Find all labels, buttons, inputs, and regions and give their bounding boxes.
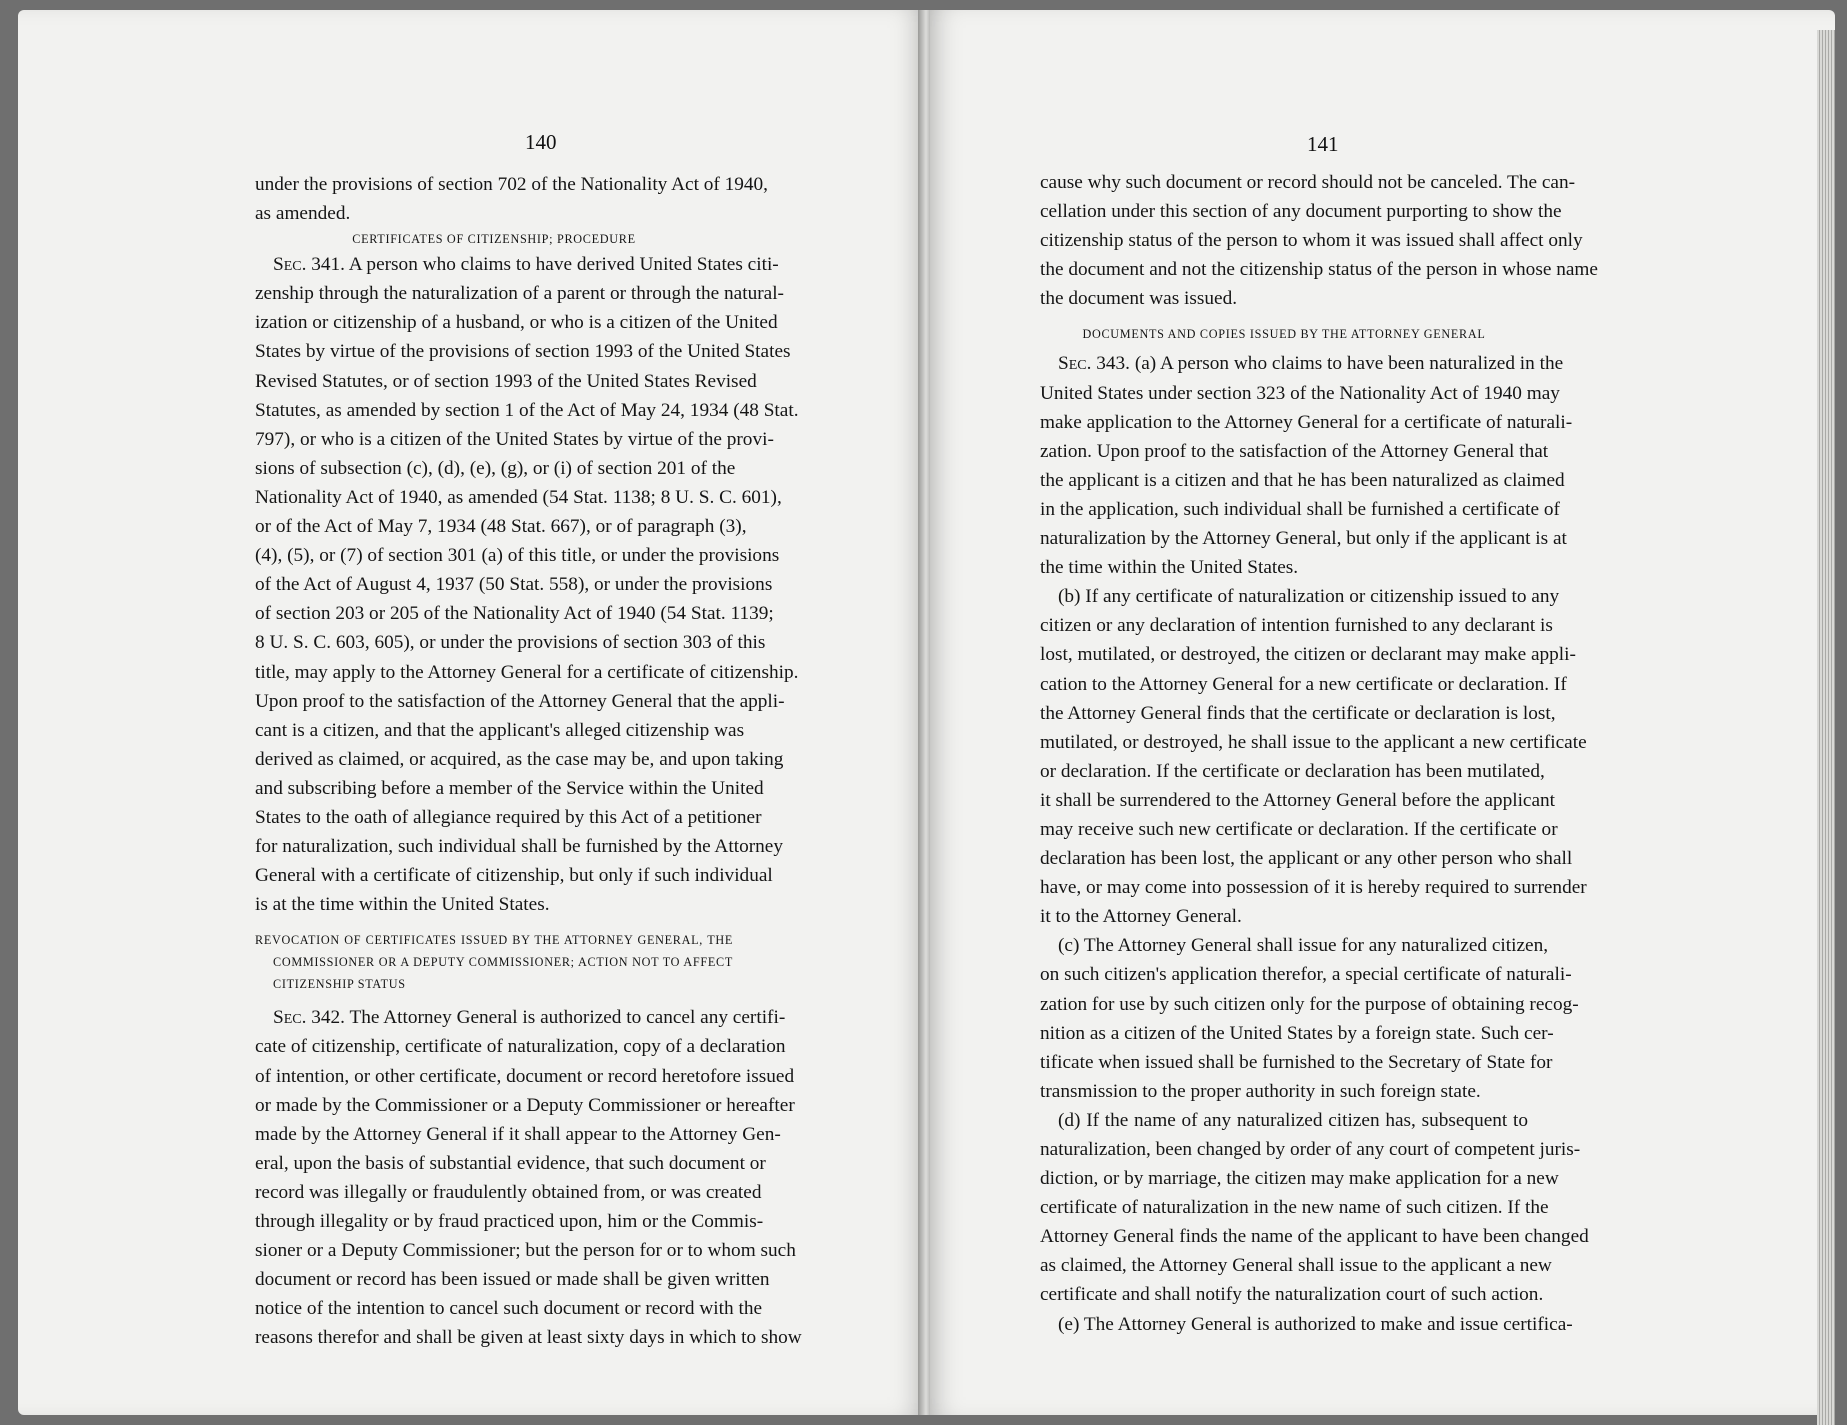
text-line: sioner or a Deputy Commissioner; but the person for or to whom such bbox=[255, 1240, 796, 1262]
text-line: it shall be surrendered to the Attorney General before the applicant bbox=[1040, 789, 1556, 811]
left-text-column bbox=[255, 170, 802, 1352]
text-line: nition as a citizen of the United States by a foreign state. Such cer- bbox=[1040, 1022, 1554, 1044]
text-line: ization or citizenship of a husband, or who is a citizen of the United bbox=[255, 312, 778, 334]
section-label: Sec. bbox=[1058, 353, 1092, 375]
text-line: of intention, or other certificate, document or record heretofore issued bbox=[255, 1065, 795, 1087]
text-line: on such citizen's application therefor, a special certificate of naturali- bbox=[1040, 964, 1572, 986]
text-line: make application to the Attorney General for a certificate of naturali- bbox=[1040, 411, 1573, 433]
text-line: (e) The Attorney General is authorized to make and issue certifica- bbox=[1058, 1313, 1573, 1335]
text-line: under the provisions of section 702 of the Nationality Act of 1940, bbox=[255, 174, 769, 195]
text-line: diction, or by marriage, the citizen may make application for a new bbox=[1040, 1168, 1559, 1190]
text-line: (4), (5), or (7) of section 301 (a) of this title, or under the provisions bbox=[255, 545, 780, 567]
text-line: of the Act of August 4, 1937 (50 Stat. 558), or under the provisions bbox=[255, 574, 773, 596]
text-line bbox=[255, 1003, 786, 1032]
text-line: derived as claimed, or acquired, as the case may be, and upon taking bbox=[255, 748, 784, 770]
text-line: cate of citizenship, certificate of naturalization, copy of a declaration bbox=[255, 1036, 786, 1058]
text-line: (c) The Attorney General shall issue for any naturalized citizen, bbox=[1058, 935, 1549, 957]
right-page bbox=[930, 10, 1835, 1415]
text-line: cause why such document or record should not be canceled. The can- bbox=[1040, 172, 1576, 193]
section-heading: CITIZENSHIP STATUS bbox=[273, 977, 406, 992]
text-line: lost, mutilated, or destroyed, the citizen or declarant may make appli- bbox=[1040, 644, 1576, 666]
text-line: States to the oath of allegiance required by this Act of a petitioner bbox=[255, 806, 762, 828]
text-line: citizen or any declaration of intention furnished to any declarant is bbox=[1040, 615, 1553, 637]
text-line: the document was issued. bbox=[1040, 288, 1238, 310]
text-line: certificate of naturalization in the new name of such citizen. If the bbox=[1040, 1197, 1549, 1219]
text-line: eral, upon the basis of substantial evidence, that such document or bbox=[255, 1152, 766, 1174]
text-line: Statutes, as amended by section 1 of the Act of May 24, 1934 (48 Stat. bbox=[255, 399, 799, 421]
text-line bbox=[1040, 349, 1564, 378]
text-line: or made by the Commissioner or a Deputy Commissioner or hereafter bbox=[255, 1094, 795, 1116]
section-label: Sec. bbox=[273, 1007, 307, 1029]
text-line: notice of the intention to cancel such document or record with the bbox=[255, 1298, 763, 1320]
text-span: 343. (a) A person who claims to have been naturalized in the bbox=[1091, 353, 1564, 375]
text-line: naturalization, been changed by order of any court of competent juris- bbox=[1040, 1139, 1581, 1160]
page-number: 140 bbox=[525, 130, 557, 154]
text-line: transmission to the proper authority in such foreign state. bbox=[1040, 1080, 1481, 1102]
text-line: the Attorney General finds that the certificate or declaration is lost, bbox=[1040, 702, 1556, 724]
text-line: naturalization by the Attorney General, but only if the applicant is at bbox=[1040, 528, 1567, 550]
section-heading: DOCUMENTS AND COPIES ISSUED BY THE ATTORNEY GENERAL bbox=[1082, 327, 1486, 342]
text-line: as amended. bbox=[255, 203, 351, 225]
page-edges bbox=[1817, 30, 1835, 1425]
text-line: Revised Statutes, or of section 1993 of the United States Revised bbox=[255, 370, 757, 392]
text-line: sions of subsection (c), (d), (e), (g), or (i) of section 201 of the bbox=[255, 457, 736, 479]
text-line: record was illegally or fraudulently obtained from, or was created bbox=[255, 1181, 762, 1203]
text-line: the document and not the citizenship status of the person in whose name bbox=[1040, 259, 1598, 281]
text-line: reasons therefor and shall be given at least sixty days in which to show bbox=[255, 1327, 802, 1349]
text-line: declaration has been lost, the applicant or any other person who shall bbox=[1040, 848, 1573, 870]
text-line: it to the Attorney General. bbox=[1040, 906, 1242, 928]
text-line: cation to the Attorney General for a new certificate or declaration. If bbox=[1040, 673, 1567, 695]
text-line bbox=[255, 250, 779, 279]
text-line: mutilated, or destroyed, he shall issue to the applicant a new certificate bbox=[1040, 731, 1587, 753]
text-line: zation. Upon proof to the satisfaction of the Attorney General that bbox=[1040, 440, 1549, 462]
text-line: have, or may come into possession of it is hereby required to surrender bbox=[1040, 877, 1587, 899]
text-line: through illegality or by fraud practiced upon, him or the Commis- bbox=[255, 1211, 764, 1232]
text-line: zation for use by such citizen only for the purpose of obtaining recog- bbox=[1040, 993, 1579, 1015]
text-line: in the application, such individual shall be furnished a certificate of bbox=[1040, 498, 1560, 520]
text-line: Attorney General finds the name of the applicant to have been changed bbox=[1040, 1226, 1589, 1248]
text-line: the time within the United States. bbox=[1040, 557, 1299, 579]
text-line: as claimed, the Attorney General shall issue to the applicant a new bbox=[1040, 1255, 1552, 1277]
section-label: Sec. bbox=[273, 254, 307, 276]
text-line: document or record has been issued or made shall be given written bbox=[255, 1269, 770, 1291]
text-line: (b) If any certificate of naturalization or citizenship issued to any bbox=[1058, 586, 1560, 608]
section-heading: COMMISSIONER OR A DEPUTY COMMISSIONER; ACTION NOT TO AFFECT bbox=[273, 955, 733, 970]
text-line: certificate and shall notify the naturalization court of such action. bbox=[1040, 1284, 1544, 1306]
text-line: tificate when issued shall be furnished to the Secretary of State for bbox=[1040, 1051, 1553, 1073]
text-line: (d) If the name of any naturalized citizen has, subsequent to bbox=[1058, 1109, 1528, 1131]
text-line: and subscribing before a member of the Service within the United bbox=[255, 777, 764, 799]
section-heading: REVOCATION OF CERTIFICATES ISSUED BY THE ATTORNEY GENERAL, THE bbox=[255, 933, 733, 948]
text-line: for naturalization, such individual shall be furnished by the Attorney bbox=[255, 836, 783, 858]
text-span: 341. A person who claims to have derived United States citi- bbox=[306, 254, 779, 276]
text-line: United States under section 323 of the Nationality Act of 1940 may bbox=[1040, 382, 1560, 404]
text-line: Upon proof to the satisfaction of the Attorney General that the appli- bbox=[255, 690, 785, 712]
text-line: 797), or who is a citizen of the United States by virtue of the provi- bbox=[255, 428, 774, 450]
text-line: citizenship status of the person to whom it was issued shall affect only bbox=[1040, 230, 1583, 252]
text-line: States by virtue of the provisions of section 1993 of the United States bbox=[255, 341, 791, 363]
text-line: of section 203 or 205 of the Nationality Act of 1940 (54 Stat. 1139; bbox=[255, 603, 774, 625]
right-text-column bbox=[1040, 168, 1598, 1339]
text-line: cant is a citizen, and that the applicant's alleged citizenship was bbox=[255, 719, 745, 741]
left-page bbox=[18, 10, 923, 1415]
text-line: or declaration. If the certificate or declaration has been mutilated, bbox=[1040, 760, 1545, 782]
text-line: Nationality Act of 1940, as amended (54 Stat. 1138; 8 U. S. C. 601), bbox=[255, 486, 782, 508]
section-heading: CERTIFICATES OF CITIZENSHIP; PROCEDURE bbox=[352, 232, 636, 247]
text-line: 8 U. S. C. 603, 605), or under the provisions of section 303 of this bbox=[255, 632, 766, 654]
text-line: or of the Act of May 7, 1934 (48 Stat. 667), or of paragraph (3), bbox=[255, 516, 747, 538]
text-line: zenship through the naturalization of a parent or through the natural- bbox=[255, 283, 784, 305]
page-number: 141 bbox=[1307, 132, 1339, 156]
text-line: the applicant is a citizen and that he has been naturalized as claimed bbox=[1040, 469, 1565, 491]
text-line: General with a certificate of citizenship, but only if such individual bbox=[255, 865, 773, 887]
text-span: 342. The Attorney General is authorized to cancel any certifi- bbox=[306, 1007, 786, 1029]
text-line: title, may apply to the Attorney General for a certificate of citizenship. bbox=[255, 661, 799, 683]
text-line: is at the time within the United States. bbox=[255, 894, 550, 916]
text-line: may receive such new certificate or declaration. If the certificate or bbox=[1040, 818, 1558, 840]
text-line: made by the Attorney General if it shall appear to the Attorney Gen- bbox=[255, 1123, 781, 1145]
text-line: cellation under this section of any document purporting to show the bbox=[1040, 201, 1562, 223]
